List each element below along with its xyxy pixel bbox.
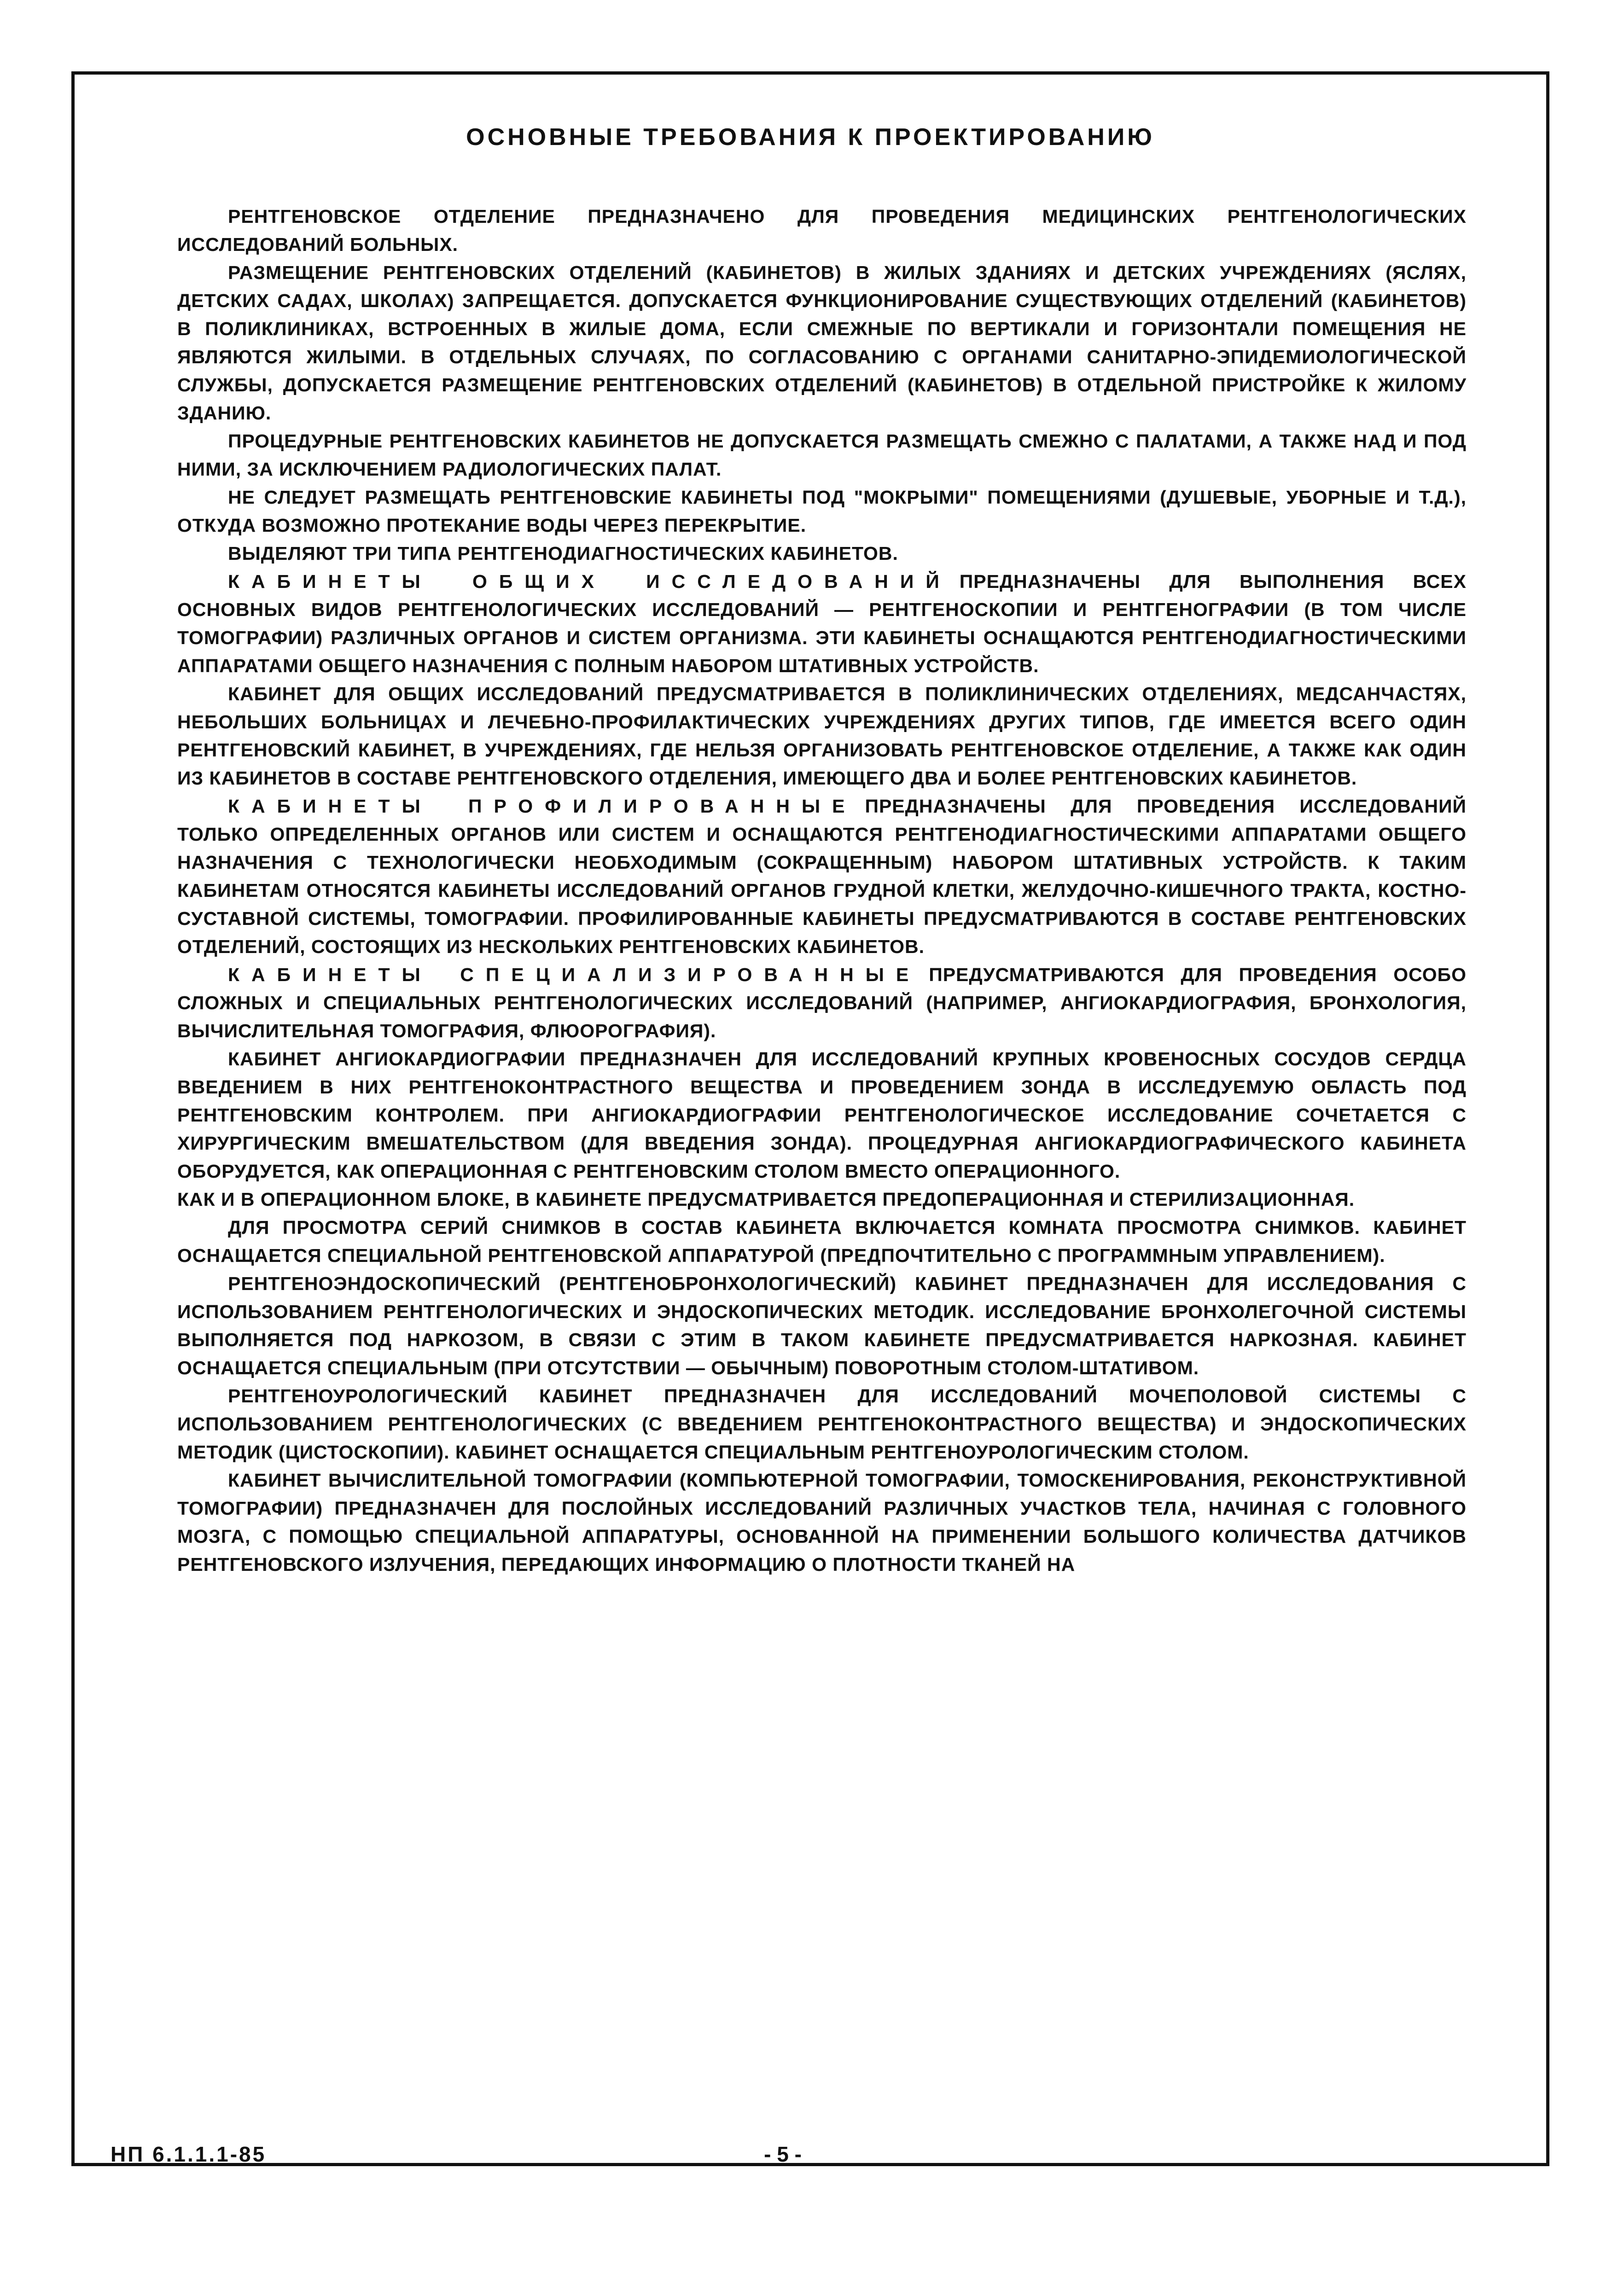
paragraph: РЕНТГЕНОУРОЛОГИЧЕСКИЙ КАБИНЕТ ПРЕДНАЗНАЧЕН ДЛЯ ИССЛЕДОВАНИЙ МОЧЕПОЛОВОЙ СИСТЕМЫ С ИСПОЛЬЗОВАНИЕМ РЕНТГЕНОЛОГИЧЕСКИХ (С ВВЕДЕНИЕМ РЕНТГЕНОКОНТРАСТНОГО ВЕЩЕСТВА) И ЭНДОСКОПИЧЕСКИХ МЕТОДИК (ЦИСТОСКОПИИ). КАБИНЕТ ОСНАЩАЕТСЯ СПЕЦИАЛЬНЫМ РЕНТГЕНОУРОЛОГИЧЕСКИМ СТОЛОМ. [177, 1385, 1467, 1463]
paragraph: ВЫДЕЛЯЮТ ТРИ ТИПА РЕНТГЕНОДИАГНОСТИЧЕСКИХ КАБИНЕТОВ. [228, 543, 898, 564]
profiled-rooms-text: ПРЕДНАЗНАЧЕНЫ ДЛЯ ПРОВЕДЕНИЯ ИССЛЕДОВАНИЙ ТОЛЬКО ОПРЕДЕЛЕННЫХ ОРГАНОВ ИЛИ СИСТЕМ И ОСНАЩАЮТСЯ РЕНТГЕНОДИАГНОСТИЧЕСКИМИ АППАРАТАМИ ОБЩЕГО НАЗНАЧЕНИЯ С ТЕХНОЛОГИЧЕСКИ НЕОБХОДИМЫМ (СОКРАЩЕННЫМ) НАБОРОМ ШТАТИВНЫХ УСТРОЙСТВ. К ТАКИМ КАБИНЕТАМ ОТНОСЯТСЯ КАБИНЕТЫ ИССЛЕДОВАНИЙ ОРГАНОВ ГРУДНОЙ КЛЕТКИ, ЖЕЛУДОЧНО-КИШЕЧНОГО ТРАКТА, КОСТНО-СУСТАВНОЙ СИСТЕМЫ, ТОМОГРАФИИ. ПРОФИЛИРОВАННЫЕ КАБИНЕТЫ ПРЕДУСМАТРИВАЮТСЯ В СОСТАВЕ РЕНТГЕНОВСКИХ ОТДЕЛЕНИЙ, СОСТОЯЩИХ ИЗ НЕСКОЛЬКИХ РЕНТГЕНОВСКИХ КАБИНЕТОВ. [177, 796, 1467, 957]
paragraph: РЕНТГЕНОЭНДОСКОПИЧЕСКИЙ (РЕНТГЕНОБРОНХОЛОГИЧЕСКИЙ) КАБИНЕТ ПРЕДНАЗНАЧЕН ДЛЯ ИССЛЕДОВАНИЯ С ИСПОЛЬЗОВАНИЕМ РЕНТГЕНОЛОГИЧЕСКИХ И ЭНДОСКОПИЧЕСКИХ МЕТОДИК. ИССЛЕДОВАНИЕ БРОНХОЛЕГОЧНОЙ СИСТЕМЫ ВЫПОЛНЯЕТСЯ ПОД НАРКОЗОМ, В СВЯЗИ С ЭТИМ В ТАКОМ КАБИНЕТЕ ПРЕДУСМАТРИВАЕТСЯ НАРКОЗНАЯ. КАБИНЕТ ОСНАЩАЕТСЯ СПЕЦИАЛЬНЫМ (ПРИ ОТСУТСТВИИ — ОБЫЧНЫМ) ПОВОРОТНЫМ СТОЛОМ-ШТАТИВОМ. [177, 1273, 1467, 1378]
page-number: - 5 - [764, 2142, 802, 2166]
paragraph: КАК И В ОПЕРАЦИОННОМ БЛОКЕ, В КАБИНЕТЕ ПРЕДУСМАТРИВАЕТСЯ ПРЕДОПЕРАЦИОННАЯ И СТЕРИЛИЗАЦИОННАЯ. [177, 1189, 1355, 1210]
paragraph: РЕНТГЕНОВСКОЕ ОТДЕЛЕНИЕ ПРЕДНАЗНАЧЕНО ДЛЯ ПРОВЕДЕНИЯ МЕДИЦИНСКИХ РЕНТГЕНОЛОГИЧЕСКИХ ИССЛЕДОВАНИЙ БОЛЬНЫХ. [177, 206, 1467, 255]
paragraph: КАБИНЕТ ВЫЧИСЛИТЕЛЬНОЙ ТОМОГРАФИИ (КОМПЬЮТЕРНОЙ ТОМОГРАФИИ, ТОМОСКЕНИРОВАНИЯ, РЕКОНСТРУКТИВНОЙ ТОМОГРАФИИ) ПРЕДНАЗНАЧЕН ДЛЯ ПОСЛОЙНЫХ ИССЛЕДОВАНИЙ РАЗЛИЧНЫХ УЧАСТКОВ ТЕЛА, НАЧИНАЯ С ГОЛОВНОГО МОЗГА, С ПОМОЩЬЮ СПЕЦИАЛЬНОЙ АППАРАТУРЫ, ОСНОВАННОЙ НА ПРИМЕНЕНИИ БОЛЬШОГО КОЛИЧЕСТВА ДАТЧИКОВ РЕНТГЕНОВСКОГО ИЗЛУЧЕНИЯ, ПЕРЕДАЮЩИХ ИНФОРМАЦИЮ О ПЛОТНОСТИ ТКАНЕЙ НА [177, 1470, 1467, 1575]
specialized-rooms-heading: КАБИНЕТЫ СПЕЦИАЛИЗИРОВАННЫЕ [228, 964, 921, 985]
document-code: НП 6.1.1.1-85 [111, 2142, 267, 2166]
profiled-rooms-heading: КАБИНЕТЫ ПРОФИЛИРОВАННЫЕ [228, 796, 857, 817]
general-rooms-text: ПРЕДНАЗНАЧЕНЫ ДЛЯ ВЫПОЛНЕНИЯ ВСЕХ ОСНОВНЫХ ВИДОВ РЕНТГЕНОЛОГИЧЕСКИХ ИССЛЕДОВАНИЙ — РЕНТГЕНОСКОПИИ И РЕНТГЕНОГРАФИИ (В ТОМ ЧИСЛЕ ТОМОГРАФИИ) РАЗЛИЧНЫХ ОРГАНОВ И СИСТЕМ ОРГАНИЗМА. ЭТИ КАБИНЕТЫ ОСНАЩАЮТСЯ РЕНТГЕНОДИАГНОСТИЧЕСКИМИ АППАРАТАМИ ОБЩЕГО НАЗНАЧЕНИЯ С ПОЛНЫМ НАБОРОМ ШТАТИВНЫХ УСТРОЙСТВ. [177, 571, 1467, 676]
specialized-rooms-text: ПРЕДУСМАТРИВАЮТСЯ ДЛЯ ПРОВЕДЕНИЯ ОСОБО СЛОЖНЫХ И СПЕЦИАЛЬНЫХ РЕНТГЕНОЛОГИЧЕСКИХ ИССЛЕДОВАНИЙ (НАПРИМЕР, АНГИОКАРДИОГРАФИЯ, БРОНХОЛОГИЯ, ВЫЧИСЛИТЕЛЬНАЯ ТОМОГРАФИЯ, ФЛЮОРОГРАФИЯ). [177, 964, 1467, 1041]
section-specialized-rooms [177, 961, 1467, 1045]
general-rooms-heading: КАБИНЕТЫ ОБЩИХ ИССЛЕДОВАНИЙ [228, 571, 951, 592]
paragraph: НЕ СЛЕДУЕТ РАЗМЕЩАТЬ РЕНТГЕНОВСКИЕ КАБИНЕТЫ ПОД "МОКРЫМИ" ПОМЕЩЕНИЯМИ (ДУШЕВЫЕ, УБОРНЫЕ И Т.Д.), ОТКУДА ВОЗМОЖНО ПРОТЕКАНИЕ ВОДЫ ЧЕРЕЗ ПЕРЕКРЫТИЕ. [177, 487, 1467, 536]
section-general-rooms [177, 568, 1467, 680]
paragraph: ПРОЦЕДУРНЫЕ РЕНТГЕНОВСКИХ КАБИНЕТОВ НЕ ДОПУСКАЕТСЯ РАЗМЕЩАТЬ СМЕЖНО С ПАЛАТАМИ, А ТАКЖЕ НАД И ПОД НИМИ, ЗА ИСКЛЮЧЕНИЕМ РАДИОЛОГИЧЕСКИХ ПАЛАТ. [177, 430, 1467, 480]
paragraph: КАБИНЕТ ДЛЯ ОБЩИХ ИССЛЕДОВАНИЙ ПРЕДУСМАТРИВАЕТСЯ В ПОЛИКЛИНИЧЕСКИХ ОТДЕЛЕНИЯХ, МЕДСАНЧАСТЯХ, НЕБОЛЬШИХ БОЛЬНИЦАХ И ЛЕЧЕБНО-ПРОФИЛАКТИЧЕСКИХ УЧРЕЖДЕНИЯХ ДРУГИХ ТИПОВ, ГДЕ ИМЕЕТСЯ ВСЕГО ОДИН РЕНТГЕНОВСКИЙ КАБИНЕТ, В УЧРЕЖДЕНИЯХ, ГДЕ НЕЛЬЗЯ ОРГАНИЗОВАТЬ РЕНТГЕНОВСКОЕ ОТДЕЛЕНИЕ, А ТАКЖЕ КАК ОДИН ИЗ КАБИНЕТОВ В СОСТАВЕ РЕНТГЕНОВСКОГО ОТДЕЛЕНИЯ, ИМЕЮЩЕГО ДВА И БОЛЕЕ РЕНТГЕНОВСКИХ КАБИНЕТОВ. [177, 683, 1467, 789]
paragraph: КАБИНЕТ АНГИОКАРДИОГРАФИИ ПРЕДНАЗНАЧЕН ДЛЯ ИССЛЕДОВАНИЙ КРУПНЫХ КРОВЕНОСНЫХ СОСУДОВ СЕРДЦА ВВЕДЕНИЕМ В НИХ РЕНТГЕНОКОНТРАСТНОГО ВЕЩЕСТВА И ПРОВЕДЕНИЕМ ЗОНДА В ИССЛЕДУЕМУЮ ОБЛАСТЬ ПОД РЕНТГЕНОВСКИМ КОНТРОЛЕМ. ПРИ АНГИОКАРДИОГРАФИИ РЕНТГЕНОЛОГИЧЕСКОЕ ИССЛЕДОВАНИЕ СОЧЕТАЕТСЯ С ХИРУРГИЧЕСКИМ ВМЕШАТЕЛЬСТВОМ (ДЛЯ ВВЕДЕНИЯ ЗОНДА). ПРОЦЕДУРНАЯ АНГИОКАРДИОГРАФИЧЕСКОГО КАБИНЕТА ОБОРУДУЕТСЯ, КАК ОПЕРАЦИОННАЯ С РЕНТГЕНОВСКИМ СТОЛОМ ВМЕСТО ОПЕРАЦИОННОГО. [177, 1048, 1467, 1182]
page-title: ОСНОВНЫЕ ТРЕБОВАНИЯ К ПРОЕКТИРОВАНИЮ [466, 124, 1155, 151]
paragraph: РАЗМЕЩЕНИЕ РЕНТГЕНОВСКИХ ОТДЕЛЕНИЙ (КАБИНЕТОВ) В ЖИЛЫХ ЗДАНИЯХ И ДЕТСКИХ УЧРЕЖДЕНИЯХ (ЯСЛЯХ, ДЕТСКИХ САДАХ, ШКОЛАХ) ЗАПРЕЩАЕТСЯ. ДОПУСКАЕТСЯ ФУНКЦИОНИРОВАНИЕ СУЩЕСТВУЮЩИХ ОТДЕЛЕНИЙ (КАБИНЕТОВ) В ПОЛИКЛИНИКАХ, ВСТРОЕННЫХ В ЖИЛЫЕ ДОМА, ЕСЛИ СМЕЖНЫЕ ПО ВЕРТИКАЛИ И ГОРИЗОНТАЛИ ПОМЕЩЕНИЯ НЕ ЯВЛЯЮТСЯ ЖИЛЫМИ. В ОТДЕЛЬНЫХ СЛУЧАЯХ, ПО СОГЛАСОВАНИЮ С ОРГАНАМИ САНИТАРНО-ЭПИДЕМИОЛОГИЧЕСКОЙ СЛУЖБЫ, ДОПУСКАЕТСЯ РАЗМЕЩЕНИЕ РЕНТГЕНОВСКИХ ОТДЕЛЕНИЙ (КАБИНЕТОВ) В ОТДЕЛЬНОЙ ПРИСТРОЙКЕ К ЖИЛОМУ ЗДАНИЮ. [177, 262, 1467, 424]
paragraph: ДЛЯ ПРОСМОТРА СЕРИЙ СНИМКОВ В СОСТАВ КАБИНЕТА ВКЛЮЧАЕТСЯ КОМНАТА ПРОСМОТРА СНИМКОВ. КАБИНЕТ ОСНАЩАЕТСЯ СПЕЦИАЛЬНОЙ РЕНТГЕНОВСКОЙ АППАРАТУРОЙ (ПРЕДПОЧТИТЕЛЬНО С ПРОГРАММНЫМ УПРАВЛЕНИЕМ). [177, 1217, 1467, 1266]
section-profiled-rooms [177, 792, 1467, 961]
document-body [177, 203, 1467, 1579]
